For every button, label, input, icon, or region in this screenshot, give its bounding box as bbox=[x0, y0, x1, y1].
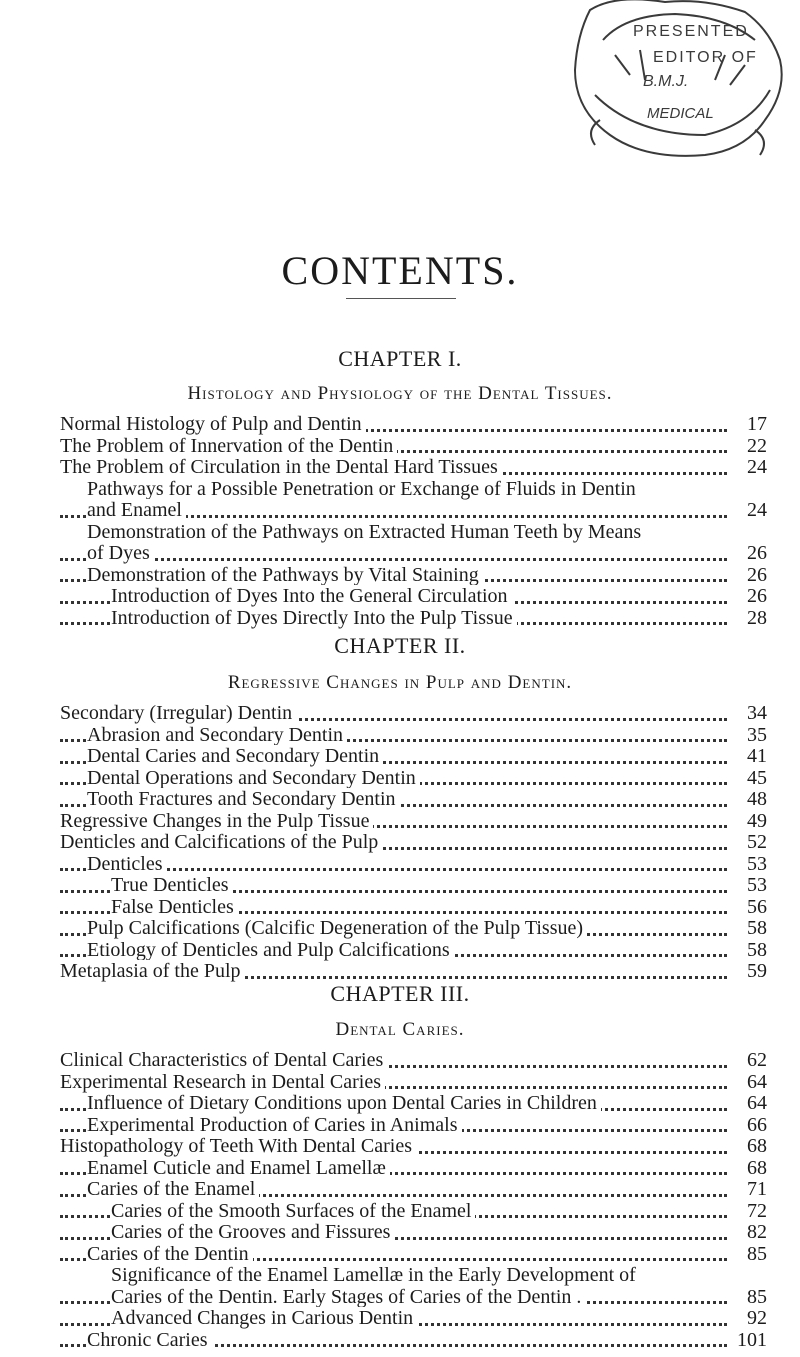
toc-entry bbox=[60, 875, 767, 897]
toc-entry bbox=[60, 1136, 767, 1158]
toc-entry bbox=[60, 436, 767, 458]
toc-entry-title: False Denticles bbox=[111, 896, 238, 918]
toc-entry-page: 68 bbox=[743, 1136, 767, 1158]
chapter-2-subtitle: Regressive Changes in Pulp and Dentin. bbox=[227, 672, 573, 693]
chapter-3-entries bbox=[60, 1050, 767, 1351]
toc-entry-title: Dental Caries and Secondary Dentin bbox=[87, 745, 383, 767]
toc-entry bbox=[60, 1201, 767, 1223]
chapter-2-heading: CHAPTER II. bbox=[334, 633, 466, 658]
toc-entry bbox=[60, 457, 767, 479]
toc-entry bbox=[60, 832, 767, 854]
toc-entry bbox=[60, 1287, 767, 1309]
toc-entry-title: Dental Operations and Secondary Dentin bbox=[87, 767, 420, 789]
toc-entry-page: 59 bbox=[743, 961, 767, 983]
toc-entry-title: Demonstration of the Pathways on Extracted Human Teeth by Means bbox=[87, 521, 645, 543]
toc-entry bbox=[60, 1072, 767, 1094]
toc-entry-title: of Dyes bbox=[87, 542, 154, 564]
toc-entry bbox=[60, 961, 767, 983]
toc-entry-title: Regressive Changes in the Pulp Tissue bbox=[60, 810, 373, 832]
toc-entry-title: Enamel Cuticle and Enamel Lamellæ bbox=[87, 1157, 390, 1179]
toc-entry-page: 85 bbox=[743, 1287, 767, 1309]
toc-entry bbox=[60, 543, 767, 565]
toc-entry-title: Introduction of Dyes Directly Into the Pulp Tissue bbox=[111, 607, 517, 629]
title-rule bbox=[346, 298, 456, 299]
toc-entry-page: 45 bbox=[743, 768, 767, 790]
toc-entry-title: Clinical Characteristics of Dental Caries bbox=[60, 1049, 387, 1071]
toc-entry-title: Experimental Research in Dental Caries bbox=[60, 1071, 385, 1093]
toc-entry-page: 92 bbox=[743, 1308, 767, 1330]
toc-entry-page: 56 bbox=[743, 897, 767, 919]
toc-entry-title: Normal Histology of Pulp and Dentin bbox=[60, 413, 366, 435]
toc-entry bbox=[60, 1093, 767, 1115]
toc-entry bbox=[60, 414, 767, 436]
toc-entry-page: 35 bbox=[743, 725, 767, 747]
toc-entry bbox=[60, 1330, 767, 1352]
toc-entry-page: 34 bbox=[743, 703, 767, 725]
chapter-1-entries bbox=[60, 414, 767, 629]
toc-entry bbox=[60, 1115, 767, 1137]
chapter-3-subtitle: Dental Caries. bbox=[335, 1019, 465, 1040]
toc-entry bbox=[60, 479, 767, 501]
toc-entry bbox=[60, 789, 767, 811]
toc-entry bbox=[60, 811, 767, 833]
toc-entry bbox=[60, 1179, 767, 1201]
toc-entry-title: Caries of the Enamel bbox=[87, 1178, 259, 1200]
toc-entry-page: 53 bbox=[743, 875, 767, 897]
stamp-line-4: MEDICAL bbox=[647, 105, 714, 122]
toc-entry-page: 26 bbox=[743, 565, 767, 587]
toc-entry-title: and Enamel bbox=[87, 499, 186, 521]
toc-entry-title: Tooth Fractures and Secondary Dentin bbox=[87, 788, 400, 810]
toc-entry-title: Chronic Caries bbox=[87, 1329, 212, 1351]
page-title: CONTENTS. bbox=[281, 248, 519, 293]
toc-entry bbox=[60, 746, 767, 768]
toc-entry-page: 58 bbox=[743, 918, 767, 940]
toc-entry bbox=[60, 1265, 767, 1287]
toc-entry bbox=[60, 725, 767, 747]
dot-leader bbox=[60, 554, 727, 561]
toc-entry-title: Caries of the Dentin. Early Stages of Caries of the Dentin . bbox=[111, 1286, 585, 1308]
toc-entry-page: 68 bbox=[743, 1158, 767, 1180]
toc-entry bbox=[60, 565, 767, 587]
toc-entry-page: 58 bbox=[743, 940, 767, 962]
chapter-1-subtitle: Histology and Physiology of the Dental Tissues. bbox=[187, 383, 613, 404]
toc-entry-title: Introduction of Dyes Into the General Circulation bbox=[111, 585, 512, 607]
toc-entry-page: 28 bbox=[743, 608, 767, 630]
stamp-line-2: EDITOR OF bbox=[653, 49, 758, 66]
toc-entry-page: 49 bbox=[743, 811, 767, 833]
toc-entry bbox=[60, 897, 767, 919]
toc-entry-page: 53 bbox=[743, 854, 767, 876]
chapter-3-heading: CHAPTER III. bbox=[330, 981, 470, 1006]
toc-entry-page: 26 bbox=[743, 543, 767, 565]
toc-entry bbox=[60, 768, 767, 790]
toc-entry-page: 48 bbox=[743, 789, 767, 811]
toc-entry-title: Secondary (Irregular) Dentin bbox=[60, 702, 296, 724]
toc-entry bbox=[60, 940, 767, 962]
toc-entry-page: 71 bbox=[743, 1179, 767, 1201]
toc-entry bbox=[60, 1244, 767, 1266]
toc-entry bbox=[60, 1222, 767, 1244]
toc-entry-title: Denticles bbox=[87, 853, 167, 875]
toc-entry-title: Abrasion and Secondary Dentin bbox=[87, 724, 347, 746]
toc-entry-title: Histopathology of Teeth With Dental Caries bbox=[60, 1135, 416, 1157]
toc-entry-title: The Problem of Circulation in the Dental Hard Tissues bbox=[60, 456, 502, 478]
toc-entry bbox=[60, 1050, 767, 1072]
toc-entry bbox=[60, 1308, 767, 1330]
toc-entry-page: 64 bbox=[743, 1072, 767, 1094]
toc-entry-page: 82 bbox=[743, 1222, 767, 1244]
toc-entry bbox=[60, 608, 767, 630]
toc-entry-title: Caries of the Smooth Surfaces of the Enamel bbox=[111, 1200, 475, 1222]
stamp-line-3: B.M.J. bbox=[643, 73, 689, 90]
toc-entry-title: Denticles and Calcifications of the Pulp bbox=[60, 831, 382, 853]
chapter-1-heading: CHAPTER I. bbox=[338, 346, 462, 371]
chapter-2-entries bbox=[60, 703, 767, 983]
toc-entry-page: 26 bbox=[743, 586, 767, 608]
stamp-line-1: PRESENTED bbox=[633, 23, 749, 40]
toc-entry-page: 24 bbox=[743, 457, 767, 479]
toc-entry bbox=[60, 918, 767, 940]
toc-entry-title: Advanced Changes in Carious Dentin bbox=[111, 1307, 417, 1329]
toc-entry-page: 66 bbox=[743, 1115, 767, 1137]
toc-entry-title: True Denticles bbox=[111, 874, 233, 896]
toc-entry-title: Etiology of Denticles and Pulp Calcifications bbox=[87, 939, 454, 961]
toc-entry-page: 22 bbox=[743, 436, 767, 458]
toc-entry-title: Caries of the Dentin bbox=[87, 1243, 253, 1265]
toc-entry-page: 101 bbox=[733, 1330, 767, 1352]
toc-entry-title: Demonstration of the Pathways by Vital Staining bbox=[87, 564, 483, 586]
toc-entry-page: 52 bbox=[743, 832, 767, 854]
toc-entry-title: The Problem of Innervation of the Dentin bbox=[60, 435, 397, 457]
toc-entry bbox=[60, 586, 767, 608]
library-stamp bbox=[555, 0, 800, 160]
toc-entry bbox=[60, 522, 767, 544]
toc-entry-title: Pathways for a Possible Penetration or Exchange of Fluids in Dentin bbox=[87, 478, 640, 500]
toc-entry-page: 24 bbox=[743, 500, 767, 522]
toc-entry-page: 85 bbox=[743, 1244, 767, 1266]
toc-entry-title: Metaplasia of the Pulp bbox=[60, 960, 245, 982]
toc-entry-title: Influence of Dietary Conditions upon Dental Caries in Children bbox=[87, 1092, 601, 1114]
toc-entry bbox=[60, 703, 767, 725]
toc-entry-title: Pulp Calcifications (Calcific Degeneration of the Pulp Tissue) bbox=[87, 917, 587, 939]
toc-entry-page: 64 bbox=[743, 1093, 767, 1115]
toc-entry bbox=[60, 1158, 767, 1180]
toc-entry-title: Experimental Production of Caries in Animals bbox=[87, 1114, 462, 1136]
toc-entry-page: 62 bbox=[743, 1050, 767, 1072]
toc-entry bbox=[60, 500, 767, 522]
toc-entry-title: Caries of the Grooves and Fissures bbox=[111, 1221, 394, 1243]
toc-entry bbox=[60, 854, 767, 876]
toc-entry-page: 17 bbox=[743, 414, 767, 436]
toc-entry-page: 72 bbox=[743, 1201, 767, 1223]
toc-entry-title: Significance of the Enamel Lamellæ in the Early Development of bbox=[111, 1264, 640, 1286]
toc-entry-page: 41 bbox=[743, 746, 767, 768]
